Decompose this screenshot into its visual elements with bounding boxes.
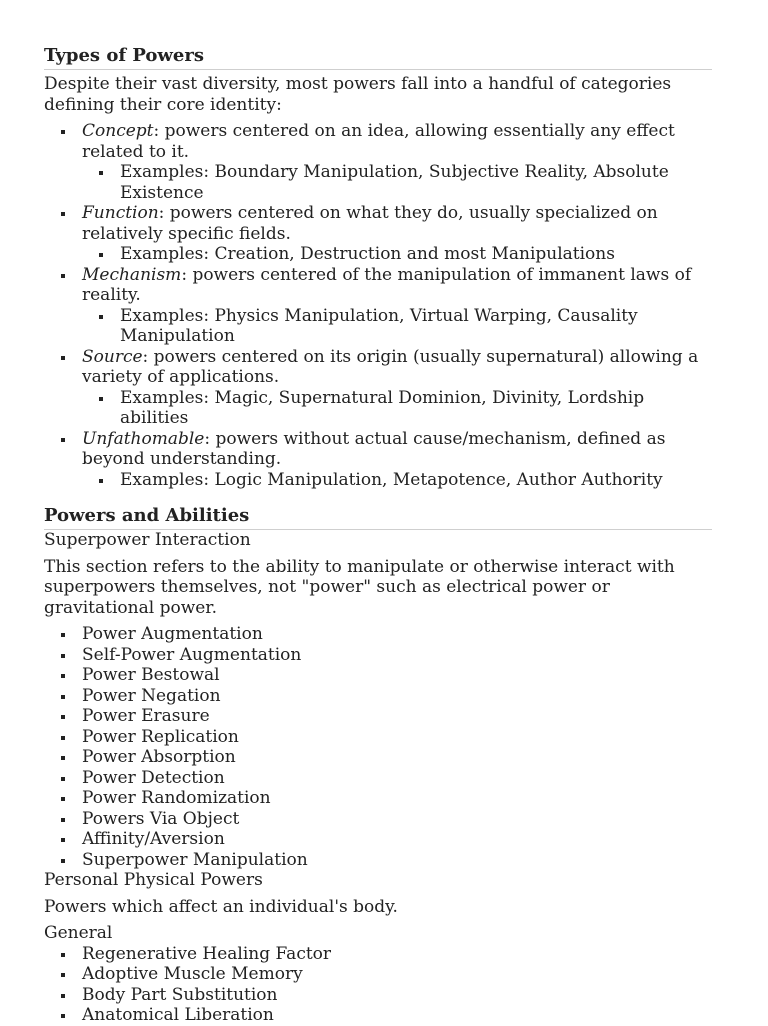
types-intro: Despite their vast diversity, most powers fall into a handful of categories defining their core identity: (44, 74, 672, 115)
list-item: Anatomical Liberation (44, 1005, 712, 1026)
list-item: Power Replication (44, 727, 712, 748)
list-item: Powers Via Object (44, 809, 712, 830)
list-item: Power Randomization (44, 788, 712, 809)
category-item: Function: powers centered on what they do, usually specialized on relatively specific fields. Examples: Creation, Destruction and most Manipulations (44, 203, 712, 265)
list-item: Self-Power Augmentation (44, 645, 712, 666)
powers-and-abilities-heading: Powers and Abilities (44, 504, 712, 530)
list-item: Superpower Manipulation (44, 850, 712, 871)
personal-physical-powers-desc: Powers which affect an individual's body. (44, 896, 398, 917)
category-item: Unfathomable: powers without actual cause/mechanism, defined as beyond understanding. Examples: Logic Manipulation, Metapotence, Author Authority (44, 429, 712, 491)
list-item: Affinity/Aversion (44, 829, 712, 850)
example-item: Examples: Boundary Manipulation, Subjective Reality, Absolute Existence (82, 162, 712, 203)
superpower-interaction-subheading: Superpower Interaction (44, 530, 251, 550)
types-of-powers-heading: Types of Powers (44, 44, 712, 70)
superpower-interaction-desc: This section refers to the ability to manipulate or otherwise interact with superpowers themselves, not "power" such as electrical power or gravitational power. (44, 556, 675, 618)
category-item: Source: powers centered on its origin (usually supernatural) allowing a variety of applications. Examples: Magic, Supernatural Dominion, Divinity, Lordship abilities (44, 347, 712, 429)
list-item: Body Part Substitution (44, 985, 712, 1006)
general-subheading: General (44, 923, 113, 943)
list-item: Power Augmentation (44, 624, 712, 645)
list-item: Power Absorption (44, 747, 712, 768)
category-item: Concept: powers centered on an idea, allowing essentially any effect related to it. Examples: Boundary Manipulation, Subjective Reality, Absolute Existence (44, 121, 712, 203)
example-item: Examples: Magic, Supernatural Dominion, Divinity, Lordship abilities (82, 388, 712, 429)
example-item: Examples: Physics Manipulation, Virtual Warping, Causality Manipulation (82, 306, 712, 347)
example-item: Examples: Creation, Destruction and most Manipulations (82, 244, 712, 265)
example-item: Examples: Logic Manipulation, Metapotence, Author Authority (82, 470, 712, 491)
list-item: Regenerative Healing Factor (44, 944, 712, 965)
list-item: Power Detection (44, 768, 712, 789)
category-item: Mechanism: powers centered of the manipulation of immanent laws of reality. Examples: Physics Manipulation, Virtual Warping, Causality Manipulation (44, 265, 712, 347)
list-item: Adoptive Muscle Memory (44, 964, 712, 985)
general-list (44, 944, 712, 1026)
list-item: Power Negation (44, 686, 712, 707)
list-item: Power Erasure (44, 706, 712, 727)
categories-list (44, 121, 712, 490)
list-item: Power Bestowal (44, 665, 712, 686)
superpower-interaction-list (44, 624, 712, 870)
personal-physical-powers-subheading: Personal Physical Powers (44, 870, 263, 890)
